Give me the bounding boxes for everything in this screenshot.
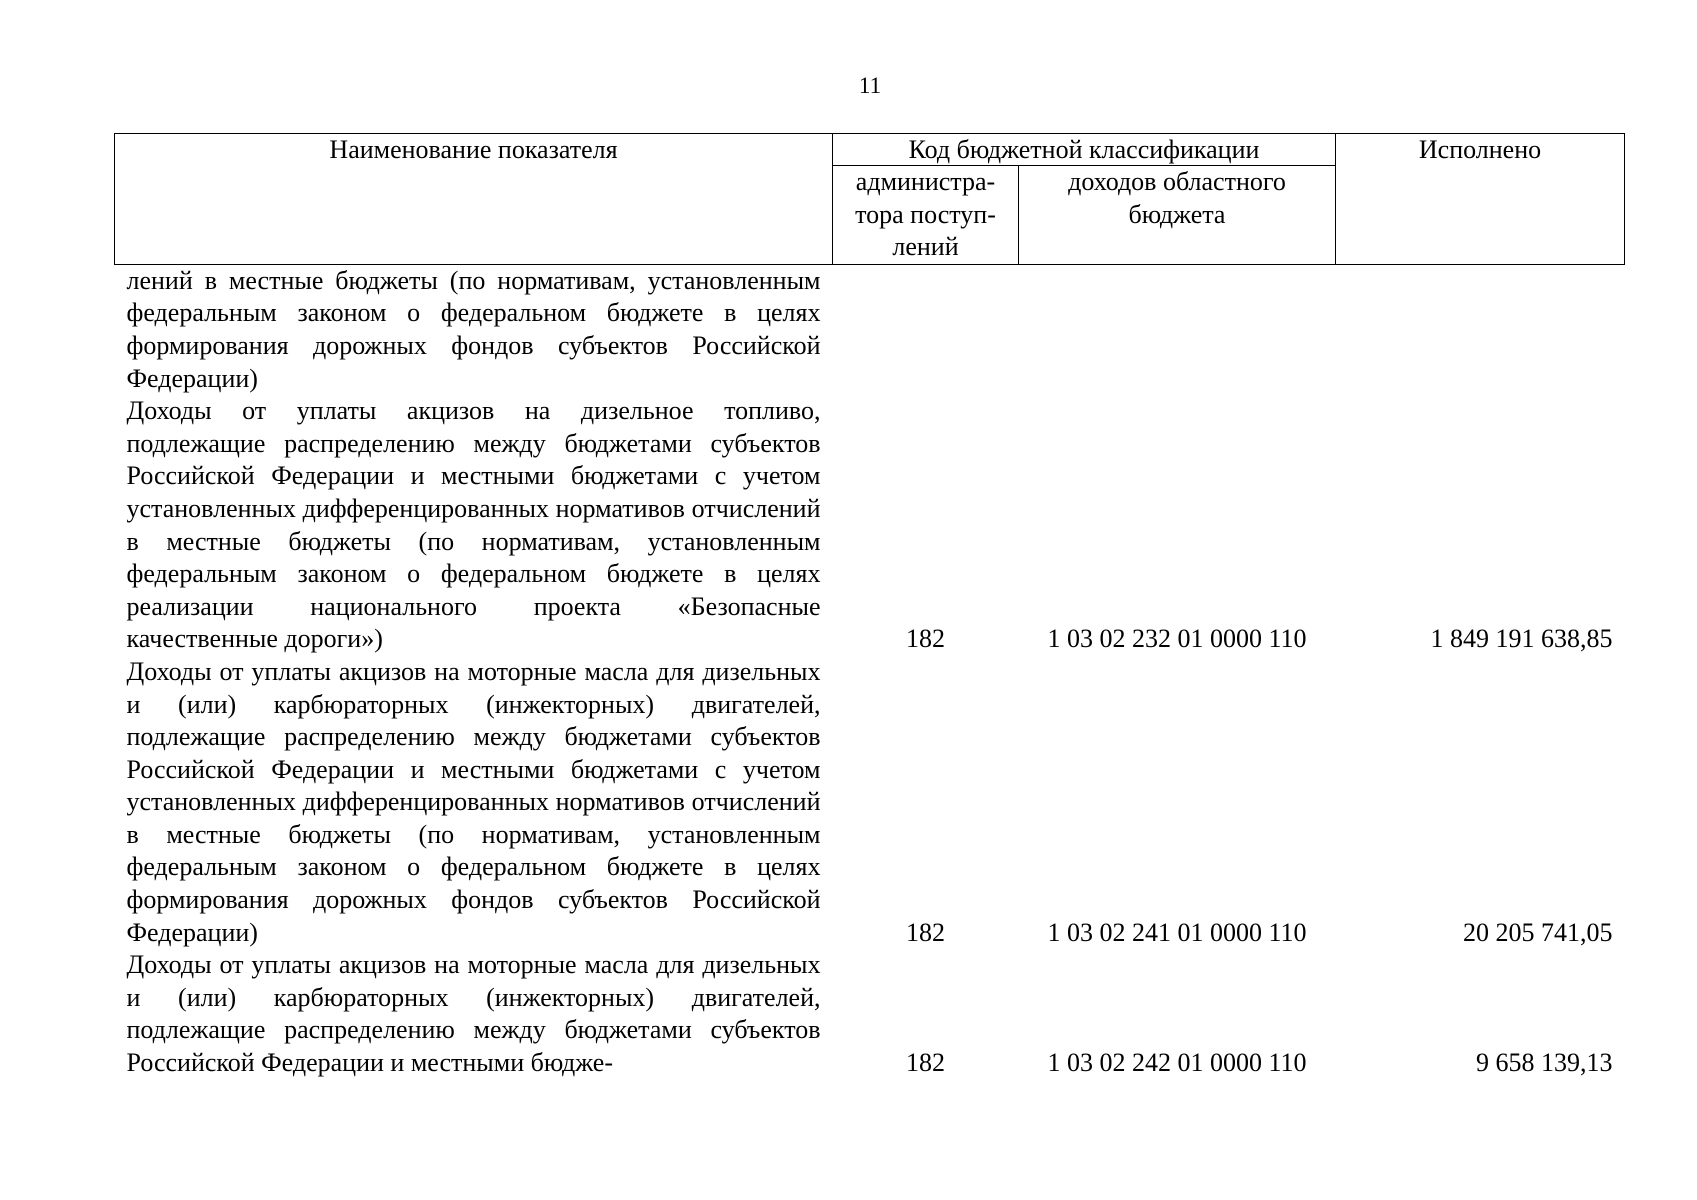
- row-income-code: 1 03 02 241 01 0000 110: [1047, 917, 1307, 947]
- row-executed-amount: [1336, 264, 1625, 395]
- row-administrator-code: 182: [906, 917, 945, 947]
- header-administrator: администра-тора поступ-лений: [833, 166, 1019, 265]
- table-header: [115, 134, 1625, 265]
- table-body: [115, 264, 1625, 1079]
- row-executed-amount: 9 658 139,13: [1476, 1048, 1613, 1078]
- header-income-code: доходов областного бюджета: [1019, 166, 1336, 265]
- header-kbk-group: Код бюджетной классификации: [833, 134, 1336, 166]
- row-administrator-code: [833, 264, 1019, 395]
- row-indicator-name: Доходы от уплаты акцизов на моторные масла для дизельных и (или) карбюраторных (инжекторных) двигателей, подлежащие распределению между бюджетами субъектов Российской Федерации и местными бюдже-: [126, 950, 821, 1078]
- table-row: [115, 264, 1625, 395]
- table-row: [115, 949, 1625, 1079]
- row-income-code: 1 03 02 232 01 0000 110: [1047, 624, 1307, 654]
- row-indicator-name: Доходы от уплаты акцизов на моторные масла для дизельных и (или) карбюраторных (инжекторных) двигателей, подлежащие распределению между бюджетами субъектов Российской Федерации и местными бюджетами с учетом установленных дифференцированных нормативов отчислений в местные бюджеты (по нормативам, установленным федеральным законом о федеральном бюджете в целях формирования дорожных фондов субъектов Российской Федерации): [126, 656, 821, 947]
- row-administrator-code: 182: [906, 624, 945, 654]
- table-row: [115, 656, 1625, 949]
- row-income-code: [1019, 264, 1336, 395]
- header-indicator-name: Наименование показателя: [115, 134, 833, 265]
- page-number: 11: [858, 73, 882, 98]
- table-row: [115, 395, 1625, 656]
- header-executed: Исполнено: [1336, 134, 1625, 265]
- row-indicator-name: Доходы от уплаты акцизов на дизельное топливо, подлежащие распределению между бюджетами субъектов Российской Федерации и местными бюджетами с учетом установленных дифференцированных нормативов отчислений в местные бюджеты (по нормативам, установленным федеральным законом о федеральном бюджете в целях реализации национального проекта «Безопасные качественные дороги»): [126, 396, 821, 654]
- row-income-code: 1 03 02 242 01 0000 110: [1047, 1048, 1307, 1078]
- row-indicator-name: лений в местные бюджеты (по нормативам, установленным федеральным законом о федеральном бюджете в целях формирования дорожных фондов субъектов Российской Федерации): [126, 265, 821, 393]
- row-administrator-code: 182: [906, 1048, 945, 1078]
- budget-revenue-table: [114, 133, 1625, 1080]
- row-executed-amount: 1 849 191 638,85: [1430, 624, 1613, 654]
- row-executed-amount: 20 205 741,05: [1463, 917, 1613, 947]
